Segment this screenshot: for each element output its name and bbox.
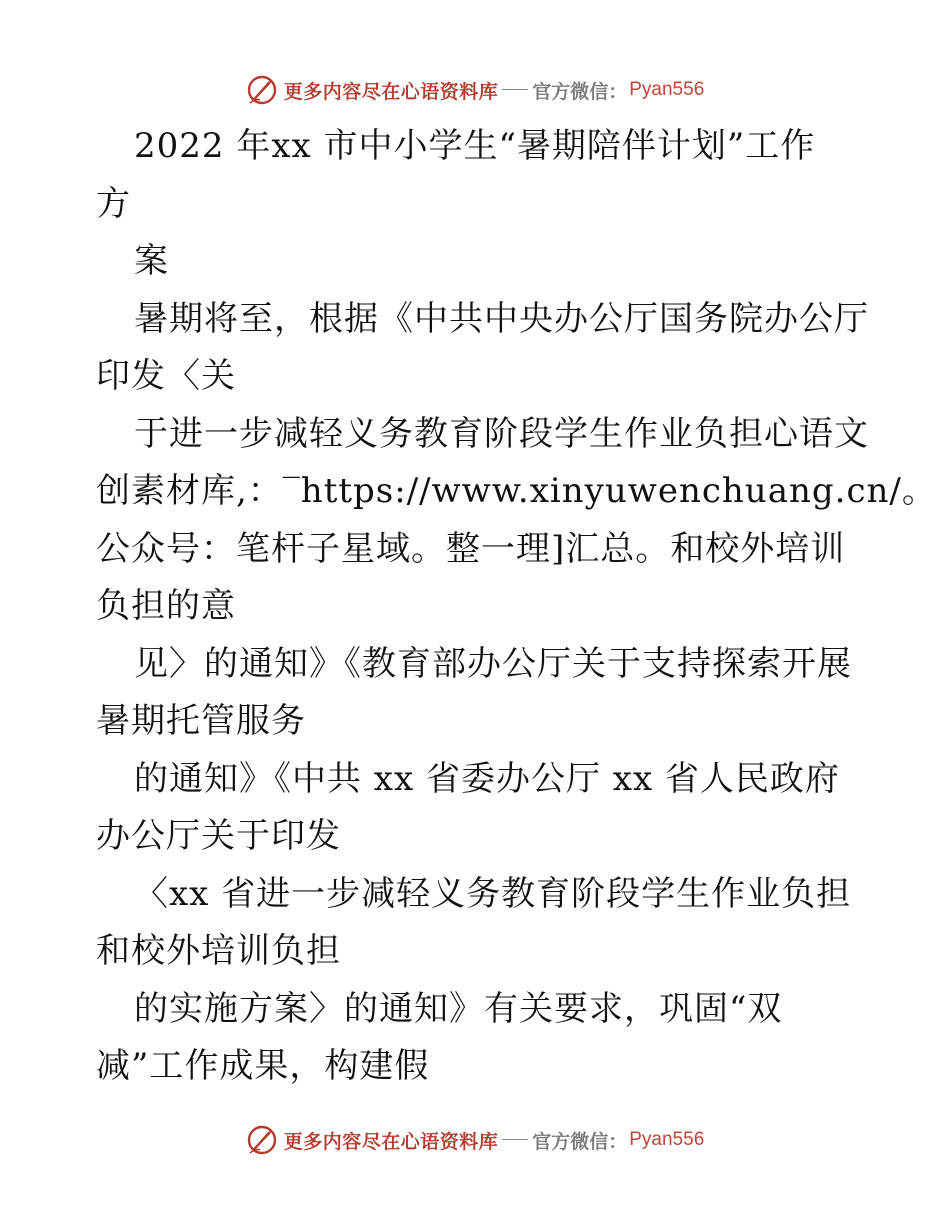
title-line-3: 案	[134, 241, 169, 281]
paragraph-line: 见〉的通知》《教育部办公厅关于支持探索开展	[134, 643, 852, 684]
promo-text: 更多内容尽在心语资料库	[283, 1130, 499, 1153]
paragraph-line: 的通知》《中共 xx 省委办公厅 xx 省人民政府	[134, 758, 840, 799]
paragraph-line: 暑期将至，根据《中共中央办公厅国务院办公厅	[134, 298, 869, 339]
wechat-id: Pyan556	[629, 1129, 705, 1150]
banner-divider	[502, 89, 528, 90]
header-watermark-banner	[0, 70, 950, 110]
footer-watermark-banner	[0, 1120, 950, 1160]
paragraph-line: 和校外培训负担	[96, 931, 341, 971]
banner-divider	[502, 1139, 528, 1140]
paragraph-line: 印发〈关	[96, 356, 236, 396]
paragraph-line: 暑期托管服务	[96, 701, 306, 741]
paragraph-line: 创素材库,：‾https://www.xinyuwenchuang.cn/。	[96, 471, 937, 511]
paragraph-line: 于进一步减轻义务教育阶段学生作业负担心语文	[134, 413, 869, 454]
title-line-2: 方	[96, 183, 131, 224]
title-line-1: 2022 年xx 市中小学生“暑期陪伴计划”工作	[134, 126, 816, 166]
wechat-label: 官方微信：	[532, 80, 628, 103]
paragraph-line: 的实施方案〉的通知》有关要求，巩固“双	[134, 988, 783, 1029]
wechat-id: Pyan556	[629, 79, 705, 100]
paragraph-line: 负担的意	[96, 586, 236, 626]
quill-pen-logo-icon	[246, 74, 278, 106]
paragraph-line: 减”工作成果，构建假	[96, 1046, 430, 1086]
paragraph-line: 〈xx 省进一步减轻义务教育阶段学生作业负担	[134, 873, 852, 914]
promo-text: 更多内容尽在心语资料库	[283, 80, 499, 103]
wechat-label: 官方微信：	[532, 1130, 628, 1153]
document-body	[96, 118, 937, 1096]
paragraph-line: 公众号：笔杆子星域。整一理]汇总。和校外培训	[96, 528, 846, 569]
paragraph-line: 办公厅关于印发	[96, 816, 341, 856]
quill-pen-logo-icon	[246, 1124, 278, 1156]
